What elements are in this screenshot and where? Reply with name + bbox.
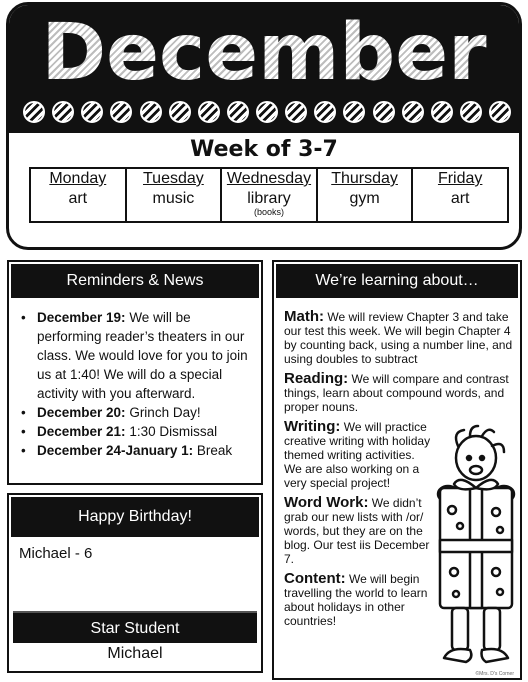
credit-text: ©Mrs. D's Corner [475, 671, 514, 677]
polka-dot-icon [81, 101, 103, 123]
polka-dot-icon [402, 101, 424, 123]
day-name: Tuesday [143, 170, 204, 187]
day-special: gym [349, 190, 380, 207]
polka-dot-icon [52, 101, 74, 123]
reminder-text: 1:30 Dismissal [125, 424, 218, 439]
learning-subject: Writing: [284, 418, 341, 435]
title-wrap [9, 11, 519, 95]
learning-panel [272, 260, 522, 680]
reminder-item [19, 308, 253, 403]
day-cell [127, 169, 223, 221]
birthday-name: Michael - 6 [19, 545, 93, 562]
day-cell [31, 169, 127, 221]
learning-item [284, 496, 514, 566]
reminders-panel [7, 260, 263, 485]
day-special: music [152, 190, 195, 207]
day-name: Friday [437, 170, 483, 187]
title-banner [9, 5, 519, 133]
reminder-text: Break [193, 443, 233, 458]
polka-dot-icon [285, 101, 307, 123]
day-cell [318, 169, 414, 221]
birthday-heading: Happy Birthday! [9, 495, 261, 539]
reminder-date: December 21: [37, 424, 126, 439]
star-student-name: Michael [107, 645, 163, 662]
polka-dot-icon [431, 101, 453, 123]
learning-item [284, 372, 514, 414]
reminder-item [19, 422, 253, 441]
polka-dot-icon [23, 101, 45, 123]
reminder-text: Grinch Day! [125, 405, 201, 420]
learning-item [284, 572, 514, 628]
reminder-date: December 20: [37, 405, 126, 420]
reminders-list [9, 300, 261, 460]
polka-dot-icon [343, 101, 365, 123]
learning-text: We will review Chapter 3 and take our test this week. We will begin Chapter 4 by counting back, using a number line, and using doubles to subtract [284, 310, 513, 366]
day-cell [413, 169, 507, 221]
day-special: art [450, 190, 470, 207]
learning-heading: We’re learning about… [274, 262, 520, 300]
learning-subject: Word Work: [284, 494, 369, 511]
learning-text: We will practice creative writing with holiday themed writing activities. We are also working on a very special project! [284, 420, 431, 490]
day-cell [222, 169, 318, 221]
learning-subject: Reading: [284, 370, 349, 387]
page-title: December [9, 11, 519, 95]
week-title: Week of 3-7 [190, 137, 338, 162]
learning-subject: Content: [284, 570, 346, 587]
weekly-specials-table [29, 167, 509, 223]
star-student-heading: Star Student [13, 611, 257, 643]
day-special: library [247, 190, 291, 207]
learning-text: We didn’t grab our new lists with /or/ words, but they are on the blog. Our test iis December 7. [284, 496, 430, 566]
polka-dot-icon [110, 101, 132, 123]
birthday-panel [7, 493, 263, 673]
learning-text: We will compare and contrast things, learn about compound words, and proper nouns. [284, 372, 509, 414]
reminder-item [19, 441, 253, 460]
day-name: Wednesday [226, 170, 312, 187]
learning-item [284, 310, 514, 366]
polka-dot-icon [489, 101, 511, 123]
learning-list [274, 300, 520, 628]
polka-dot-icon [373, 101, 395, 123]
day-special: art [68, 190, 88, 207]
header-panel [6, 2, 522, 250]
polka-dot-icon [198, 101, 220, 123]
polka-dot-icon [314, 101, 336, 123]
day-name: Thursday [331, 170, 398, 187]
polka-dot-icon [227, 101, 249, 123]
polka-dot-icon [140, 101, 162, 123]
reminder-item [19, 403, 253, 422]
reminders-heading: Reminders & News [9, 262, 261, 300]
polka-dot-icon [256, 101, 278, 123]
learning-subject: Math: [284, 308, 324, 325]
polka-dot-icon [460, 101, 482, 123]
reminder-text: We will be performing reader’s theaters in our class. We would love for you to join us at 1:40! We will do a special activity with you afterward. [37, 310, 248, 401]
polka-dot-row [23, 101, 511, 125]
reminder-date: December 24-January 1: [37, 443, 194, 458]
learning-text: We will begin travelling the world to learn about holidays in other countries! [284, 572, 428, 628]
learning-item [284, 420, 514, 490]
day-note: (books) [253, 207, 284, 217]
reminder-date: December 19: [37, 310, 126, 325]
day-name: Monday [49, 170, 107, 187]
polka-dot-icon [169, 101, 191, 123]
